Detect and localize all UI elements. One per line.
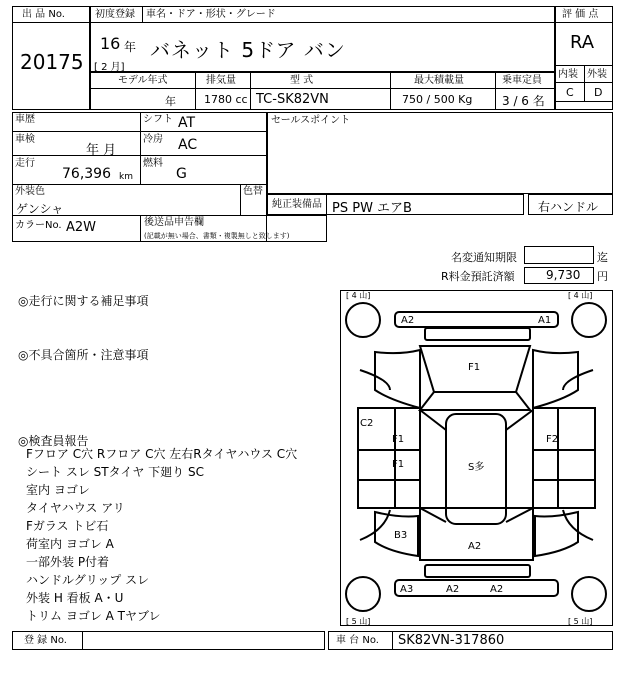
mark-a2-front: A2 — [401, 315, 415, 326]
mark-a3-bottom: A3 — [400, 584, 414, 595]
inspector-line: Fフロア C穴 Rフロア C穴 左右Rタイヤハウス C穴 — [26, 447, 298, 461]
mark-f2-right: F2 — [546, 434, 559, 445]
color-no-label: カラーNo. — [15, 220, 62, 231]
first-reg-month: [ 2 月] — [94, 62, 125, 73]
color-no-value: A2W — [66, 220, 97, 235]
lot-label: 出 品 No. — [22, 9, 65, 20]
name-change-box — [524, 246, 594, 264]
rear-bumper — [395, 580, 558, 596]
recycle-value: 9,730 — [546, 268, 581, 282]
tire-tag-rear-left: [ 5 山] — [346, 617, 371, 626]
mark-a2-rear: A2 — [468, 541, 482, 552]
inspector-line: Fガラス トビ石 — [26, 519, 109, 533]
steering-value: 右ハンドル — [538, 200, 599, 214]
fuel-value: G — [176, 166, 187, 182]
displacement-label: 排気量 — [206, 75, 236, 86]
tire-tag-front-left: [ 4 山] — [346, 291, 371, 300]
chassis-number: SK82VN-317860 — [398, 633, 505, 648]
wheel-front-left — [346, 303, 380, 337]
shift-value: AT — [178, 115, 196, 131]
mark-f1-left-1: F1 — [392, 434, 405, 445]
inspector-line: 外装 H 看板 A・U — [26, 591, 124, 605]
car-name: バネット 5ドア バン — [150, 38, 346, 62]
first-reg-year-unit: 年 — [124, 40, 137, 54]
windshield — [420, 392, 530, 410]
model-year-unit: 年 — [165, 95, 176, 108]
inspector-line: 一部外装 P付着 — [26, 555, 110, 569]
recycle-label: R料金預託済額 — [441, 270, 515, 283]
mark-b3: B3 — [394, 530, 408, 541]
car-diagram-svg — [340, 290, 613, 626]
mark-a2-bottom-1: A2 — [446, 584, 460, 595]
inspector-line: ハンドルグリップ スレ — [26, 573, 150, 587]
max-load-label: 最大積載量 — [414, 75, 464, 86]
inspector-line: 荷室内 ヨゴレ A — [26, 537, 114, 551]
lot-number: 20175 — [20, 50, 84, 74]
wheel-rear-right — [572, 577, 606, 611]
mileage-label: 走行 — [15, 158, 35, 169]
mark-f1-left-2: F1 — [392, 459, 405, 470]
wheel-front-right — [572, 303, 606, 337]
inspector-line: シート スレ STタイヤ 下廻り SC — [26, 465, 204, 479]
type-label: 型 式 — [290, 75, 314, 86]
rear-fender-right — [535, 512, 578, 556]
inspector-line: トリム ヨゴレ A Tヤブレ — [26, 609, 161, 623]
driving-notes-title: ◎走行に関する補足事項 — [18, 294, 149, 308]
ac-value: AC — [178, 137, 198, 153]
front-grille — [425, 328, 530, 340]
inspection-label: 車検 — [15, 134, 35, 145]
exterior-grade: D — [594, 86, 603, 99]
chassis-label: 車 台 No. — [336, 635, 379, 646]
name-change-unit: 迄 — [597, 251, 608, 264]
docs-note: (記載が無い場合、書類・複製無しと致します) — [144, 232, 290, 240]
ac-label: 冷房 — [143, 134, 163, 145]
rating-score: RA — [570, 32, 595, 53]
inspector-line: タイヤハウス アリ — [26, 501, 125, 515]
first-reg-label: 初度登録 — [95, 9, 135, 20]
mark-f1-hood: F1 — [468, 362, 481, 373]
side-right — [533, 408, 595, 508]
recycle-unit: 円 — [597, 270, 608, 283]
rating-label: 評 価 点 — [562, 9, 599, 20]
capacity-label: 乗車定員 — [502, 75, 542, 86]
mileage-unit: km — [119, 172, 133, 182]
mileage-value: 76,396 — [62, 166, 111, 182]
equipment-label: 純正装備品 — [272, 199, 322, 210]
interior-label: 内装 — [558, 69, 578, 80]
sales-point-label: セールスポイント — [271, 115, 351, 126]
rear-panel — [425, 565, 530, 577]
fuel-label: 燃料 — [143, 158, 163, 169]
model-year-label: モデル年式 — [118, 75, 168, 86]
inspector-title: ◎検査員報告 — [18, 434, 89, 448]
displacement-value: 1780 cc — [204, 93, 248, 106]
wheel-rear-left — [346, 577, 380, 611]
front-bumper — [395, 312, 558, 327]
max-load-value: 750 / 500 Kg — [402, 93, 473, 106]
inspector-line: 室内 ヨゴレ — [26, 483, 90, 497]
tire-tag-rear-right: [ 5 山] — [568, 617, 593, 626]
mark-c2: C2 — [360, 418, 374, 429]
name-change-label: 名変通知期限 — [451, 251, 517, 264]
inspection-value: 年 月 — [86, 143, 117, 158]
interior-grade: C — [566, 86, 574, 99]
tire-tag-front-right: [ 4 山] — [568, 291, 593, 300]
mark-a2-bottom-2: A2 — [490, 584, 504, 595]
color-label: 外装色 — [15, 186, 45, 197]
first-reg-year: 16 — [100, 34, 121, 53]
defects-title: ◎不具合箇所・注意事項 — [18, 348, 149, 362]
color-value: ゲンシャ — [16, 202, 64, 216]
type-value: TC-SK82VN — [256, 92, 329, 107]
mark-s-roof: S多 — [468, 462, 485, 473]
mark-a1-front: A1 — [538, 315, 552, 326]
history-label: 車歴 — [15, 114, 35, 125]
capacity-value: 3 / 6 名 — [502, 94, 545, 108]
shift-label: シフト — [143, 114, 173, 125]
exterior-label: 外装 — [587, 69, 607, 80]
equipment-value: PS PW エアB — [332, 201, 412, 216]
reg-no-label: 登 録 No. — [24, 635, 67, 646]
name-label: 車名・ドア・形状・グレード — [146, 9, 276, 20]
color-change-label: 色替 — [243, 186, 263, 197]
docs-label: 後送品申告欄 — [144, 217, 204, 228]
